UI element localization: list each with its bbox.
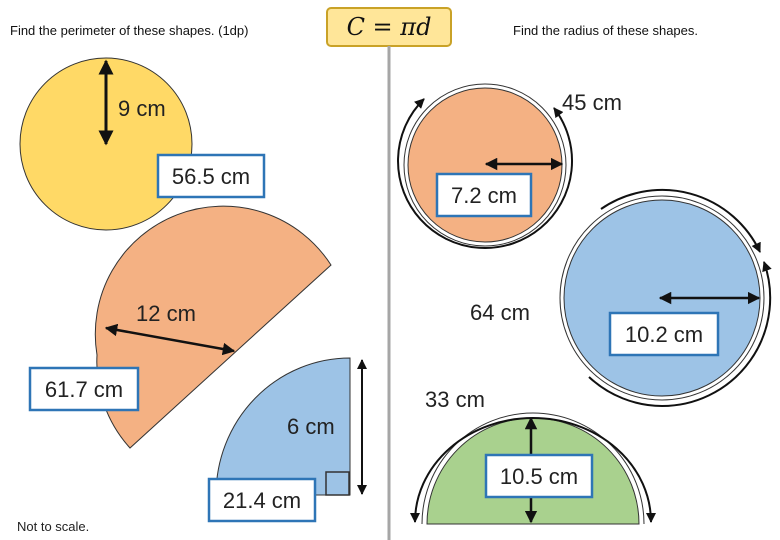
large-circle-circumference-label: 64 cm [470,300,530,325]
blue-circle-shape [560,190,770,406]
answer-box-circle [158,155,264,197]
large-circle-answer: 10.2 cm [624,322,704,347]
semicircle-diameter-label: 12 cm [136,301,196,326]
answer-box-semicircle-radius [486,455,592,497]
answer-box-small-circle [437,174,531,216]
perimeter-instruction: Find the perimeter of these shapes. (1dp) [10,23,249,38]
orange-circle-shape [398,84,572,248]
yellow-circle-shape [20,58,192,230]
semicircle-answer: 61.7 cm [44,377,124,402]
small-circle-answer: 7.2 cm [450,183,518,208]
formula-text: C = πd [346,13,432,41]
circle-answer: 56.5 cm [171,164,251,189]
quarter-circle-radius-label: 6 cm [287,414,335,439]
semicircle-arc-label: 33 cm [425,387,485,412]
formula-box [327,8,451,46]
not-to-scale-note: Not to scale. [17,519,90,534]
answer-box-semicircle [30,368,138,410]
quarter-circle-answer: 21.4 cm [222,488,302,513]
answer-box-quarter-circle [209,479,315,521]
semicircle-radius-answer: 10.5 cm [499,464,579,489]
circle-radius-label: 9 cm [118,96,166,121]
answer-box-large-circle [610,313,718,355]
small-circle-circumference-label: 45 cm [562,90,622,115]
radius-instruction: Find the radius of these shapes. [513,23,699,38]
